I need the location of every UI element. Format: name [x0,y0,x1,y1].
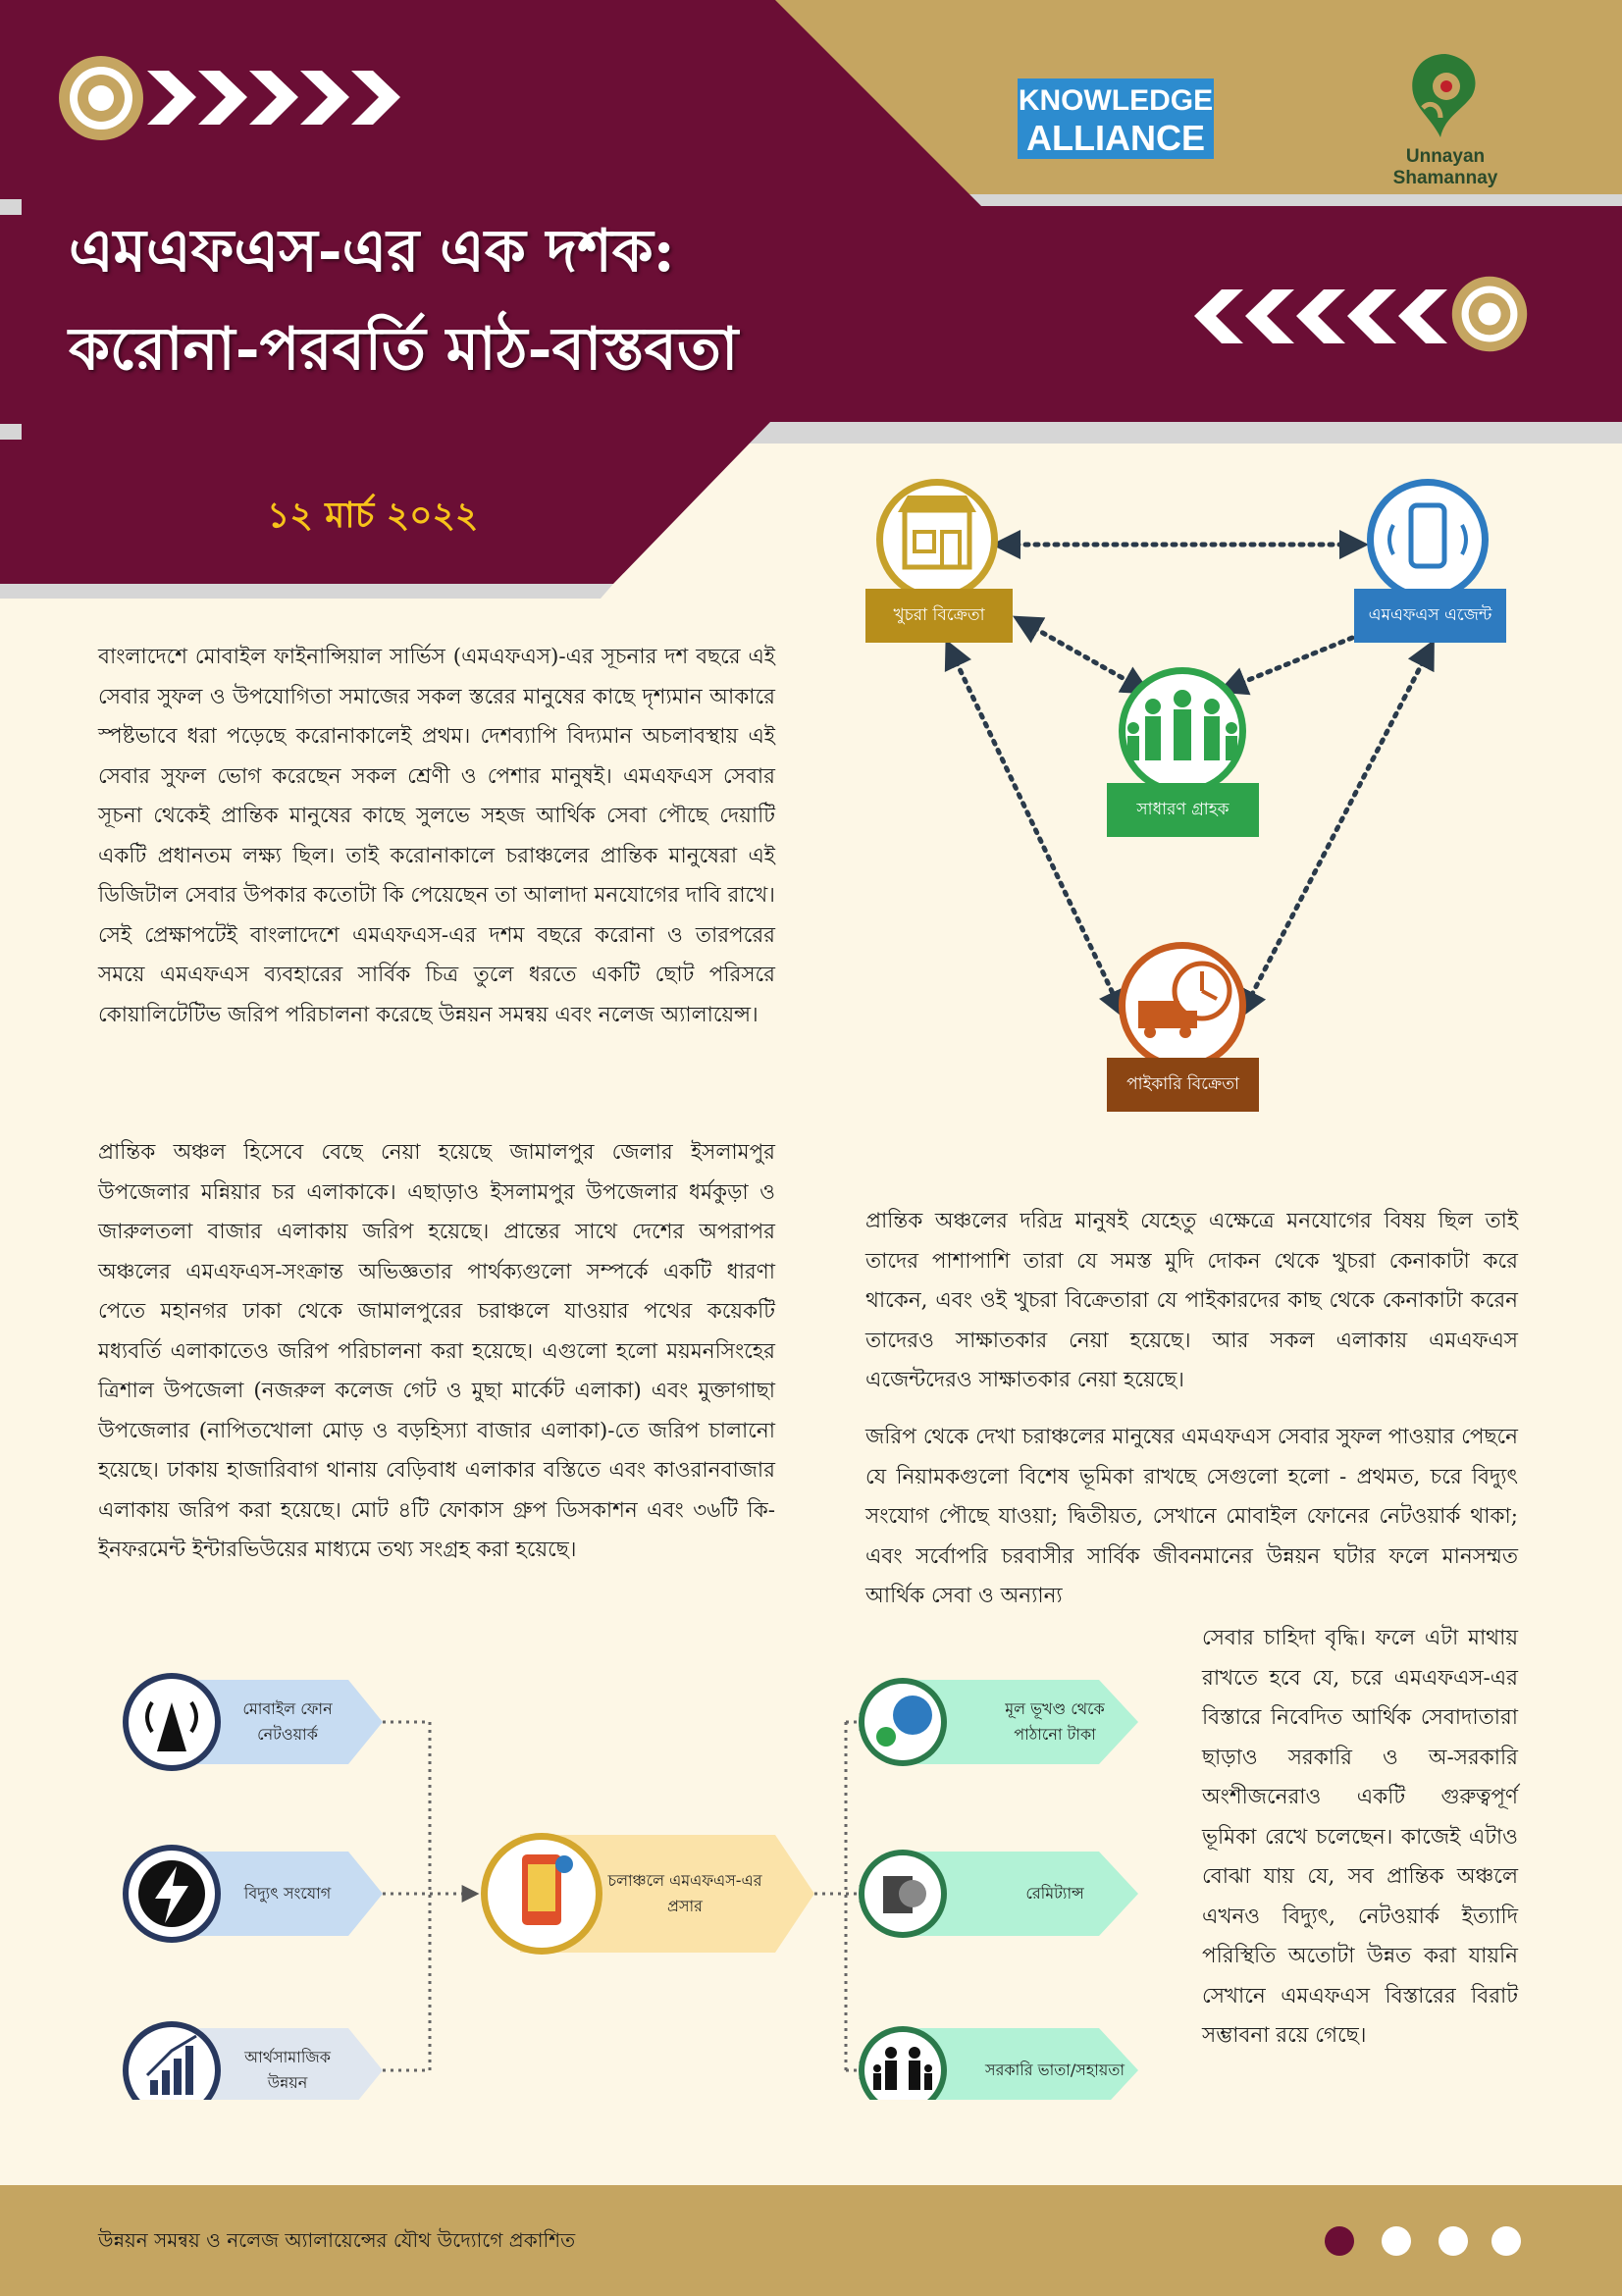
unnayan-shamannay-logo [1352,49,1539,189]
footer-text: উন্নয়ন সমন্বয় ও নলেজ অ্যালায়েন্সের যৌথ উদ্যোগে প্রকাশিত [98,2228,576,2252]
conclusion-paragraph: সেবার চাহিদা বৃদ্ধি। ফলে এটা মাথায় রাখতে হবে যে, চরে এমএফএস-এর বিস্তারে নিবেদিত আর্থিক সেবাদাতারা ছাড়াও সরকারি ও অ-সরকারি অংশীজনেরাও একটি গুরুত্বপূর্ণ ভূমিকা রেখে চলেছেন। কাজেই এটাও বোঝা যায় যে, সব প্রান্তিক অঞ্চলে এখনও বিদ্যুৎ, নেটওয়ার্ক ইত্যাদি পরিস্থিতি অতোটা উন্নত করা যায়নি সেখানে এমএফএস বিস্তারের বিরাট সম্ভাবনা রয়ে গেছে। [1202,1626,1518,2048]
globe-money-icon [859,1678,947,1766]
target-ring-icon [57,54,145,142]
intro-paragraph: বাংলাদেশে মোবাইল ফাইনান্সিয়াল সার্ভিস (এমএফএস)-এর সূচনার দশ বছরে এই সেবার সুফল ও উপযোগিতা সমাজের সকল স্তরের মানুষের কাছে দৃশ্যমান আকারে স্পষ্টভাবে ধরা পড়েছে করোনাকালেই প্রথম। দেশব্যাপি বিদ্যমান অচলাবস্থায় এই সেবার সুফল ভোগ করেছেন সকল শ্রেণী ও পেশার মানুষই। এমএফএস সেবার সূচনা থেকেই প্রান্তিক মানুষের কাছে সুলভে সহজ আর্থিক সেবা পৌছে দেয়াটি একটি প্রধানতম লক্ষ্য ছিল। তাই করোনাকালে চরাঞ্চলের প্রান্তিক মানুষেরা এই ডিজিটাল সেবার উপকার কতোটা কি পেয়েছেন তা আলাদা মনযোগের দাবি রাখে। সেই প্রেক্ষাপটেই বাংলাদেশে এমএফএস-এর দশম বছরে করোনা ও তারপরের সময়ে এমএফএস ব্যবহারের সার্বিক চিত্র তুলে ধরতে একটি ছোট পরিসরে কোয়ালিটেটিভ জরিপ পরিচালনা করেছে উন্নয়ন সমন্বয় এবং নলেজ অ্যালায়েন্স। [98,645,775,1027]
findings-paragraph: জরিপ থেকে দেখা চরাঞ্চলের মানুষের এমএফএস সেবার সুফল পাওয়ার পেছনে যে নিয়ামকগুলো বিশেষ ভূমিকা রাখছে সেগুলো হলো - প্রথমত, চরে বিদ্যুৎ সংযোগ পৌছে যাওয়া; দ্বিতীয়ত, সেখানে মোবাইল ফোনের নেটওয়ার্ক থাকা; এবং সর্বোপরি চরবাসীর সার্বিক জীবনমানের উন্নয়ন ঘটার ফলে মানসম্মত আর্থিক সেবা ও অন্যান্য [865,1425,1518,1608]
page-dot [1382,2226,1411,2256]
remittance-label: রেমিট্যান্স [1025,1884,1084,1903]
agent-label: এমএফএস এজেন্ট [1368,604,1492,625]
title-line-2: করোনা-পরবর্তি মাঠ-বাস্তবতা [69,315,739,384]
delivery-truck-icon [1119,942,1246,1070]
logo-line: ALLIANCE [1026,118,1205,158]
electricity-label: বিদ্যুৎ সংযোগ [243,1884,332,1903]
logo-text: Unnayan Shamannay [1392,146,1498,188]
mobile-phone-icon [1367,479,1489,600]
footer [0,2185,1622,2296]
govt-allowance-label: সরকারি ভাতা/সহায়তা [985,2061,1125,2079]
family-icon [1119,667,1246,795]
target-ring-icon [1450,275,1529,353]
logo-line: KNOWLEDGE [1018,84,1214,117]
chevron-left-icon [1182,289,1447,343]
retailer-label: খুচরা বিক্রেতা [893,604,985,625]
socioeconomic-label: আর্থসামাজিক উন্নয়ন [244,2048,331,2092]
mobile-payment-icon [481,1833,602,1955]
mobile-network-label: মোবাইল ফোন নেটওয়ার্ক [242,1699,333,1744]
center-label: চলাঞ্চলে এমএফএস-এর প্রসার [607,1871,762,1915]
unnayan-logo-icon [1401,49,1490,142]
customer-label: সাধারণ গ্রাহক [1136,799,1230,819]
page-dot [1325,2226,1354,2256]
mainland-money-label: মূল ভূখণ্ড থেকে পাঠানো টাকা [1005,1699,1105,1744]
lightning-icon [123,1845,221,1943]
publication-date: ১২ মার্চ ২০২২ [267,496,479,536]
signal-tower-icon [123,1673,221,1771]
interview-paragraph: প্রান্তিক অঞ্চলের দরিদ্র মানুষই যেহেতু এক্ষেত্রে মনযোগের বিষয় ছিল তাই তাদের পাশাপাশি তারা যে সমস্ত মুদি দোকন থেকে খুচরা কেনাকাটা করে থাকেন, এবং ওই খুচরা বিক্রেতারা যে পাইকারদের কাছ থেকে কেনাকাটা করেন তাদেরও সাক্ষাতকার নেয়া হয়েছে। আর সকল এলাকায় এমএফএস এজেন্টদেরও সাক্ষাতকার নেয়া হয়েছে। [865,1209,1518,1392]
shop-icon [876,479,998,600]
remittance-icon [859,1850,947,1938]
page-dot [1491,2226,1521,2256]
page-dot [1439,2226,1468,2256]
title-line-1: এমএফএস-এর এক দশক: [69,217,675,286]
chevron-right-icon [147,71,412,125]
survey-area-paragraph: প্রান্তিক অঞ্চল হিসেবে বেছে নেয়া হয়েছে জামালপুর জেলার ইসলামপুর উপজেলার মন্নিয়ার চর এলাকাকে। এছাড়াও ইসলামপুর উপজেলার ধর্মকুড়া ও জারুলতলা বাজার এলাকায় জরিপ হয়েছে। প্রান্তের সাথে দেশের অপরাপর অঞ্চলের এমএফএস-সংক্রান্ত অভিজ্ঞতার পার্থক্যগুলো সম্পর্কে একটি ধারণা পেতে মহানগর ঢাকা থেকে জামালপুরের চরাঞ্চলে যাওয়ার পথের কয়েকটি মধ্যবর্তি এলাকাতেও জরিপ পরিচালনা করা হয়েছে। এগুলো হলো ময়মনসিংহের ত্রিশাল উপজেলা (নজরুল কলেজ গেট ও মুছা মার্কেট এলাকা) এবং মুক্তাগাছা উপজেলার (নাপিতখোলা মোড় ও বড়হিস্যা বাজার এলাকা)-তে জরিপ চালানো হয়েছে। ঢাকায় হাজারিবাগ থানায় বেড়িবাধ এলাকার বস্তিতে এবং কাওরানবাজার এলাকায় জরিপ করা হয়েছে। মোট ৪টি ফোকাস গ্রুপ ডিসকাশন এবং ৩৬টি কি-ইনফরমেন্ট ইন্টারভিউয়ের মাধ্যমে তথ্য সংগ্রহ করা হয়েছে। [98,1140,775,1562]
knowledge-alliance-logo [1018,78,1214,159]
wholesaler-label: পাইকারি বিক্রেতা [1126,1073,1239,1094]
